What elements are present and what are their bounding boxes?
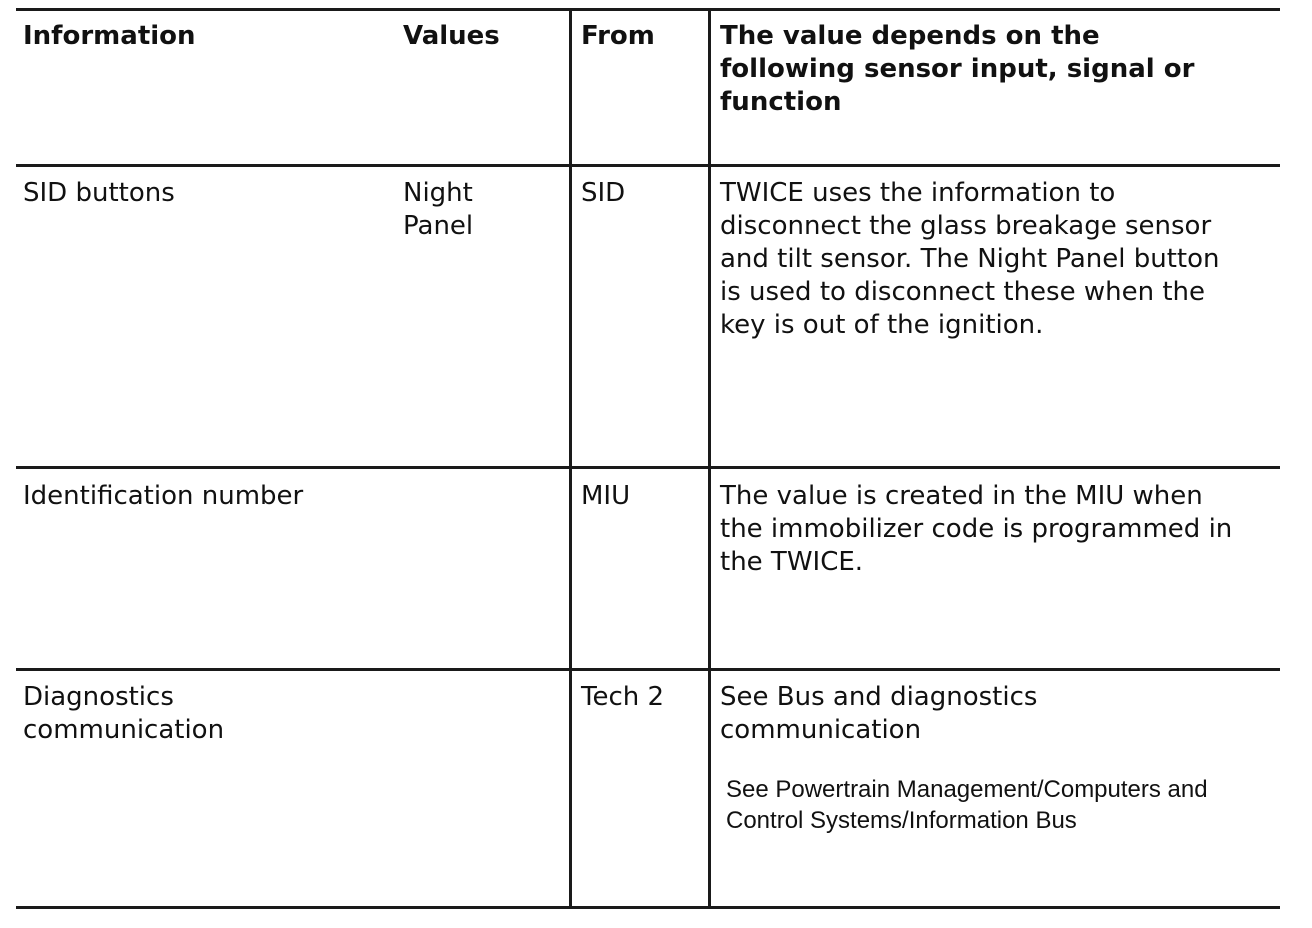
table-top-rule xyxy=(16,8,1280,11)
row-3-reference-note: See Powertrain Management/Computers and Control Systems/Information Bus xyxy=(726,776,1208,834)
header-information: Information xyxy=(23,21,196,51)
column-divider-from xyxy=(569,8,572,909)
row-3-from: Tech 2 xyxy=(581,682,665,712)
row-2-bottom-rule xyxy=(16,668,1280,671)
table-bottom-rule xyxy=(16,906,1280,909)
row-3-information: Diagnostics communication xyxy=(23,682,225,745)
row-2-from: MIU xyxy=(581,481,631,511)
row-1-values: Night Panel xyxy=(403,178,474,241)
row-2-information: Identification number xyxy=(23,481,304,511)
row-1-bottom-rule xyxy=(16,466,1280,469)
column-divider-depends xyxy=(708,8,711,909)
row-2-depends: The value is created in the MIU when the immobilizer code is programmed in the TWICE. xyxy=(720,481,1233,577)
row-3-depends: See Bus and diagnostics communication xyxy=(720,682,1038,745)
row-1-from: SID xyxy=(581,178,626,208)
header-depends: The value depends on the following sensor input, signal or function xyxy=(720,21,1195,117)
header-bottom-rule xyxy=(16,164,1280,167)
row-1-depends: TWICE uses the information to disconnect the glass breakage sensor and tilt sensor. The Night Panel button is used to disconnect these when the key is out of the ignition. xyxy=(720,178,1220,340)
header-values: Values xyxy=(403,21,500,51)
header-from: From xyxy=(581,21,655,51)
row-1-information: SID buttons xyxy=(23,178,175,208)
